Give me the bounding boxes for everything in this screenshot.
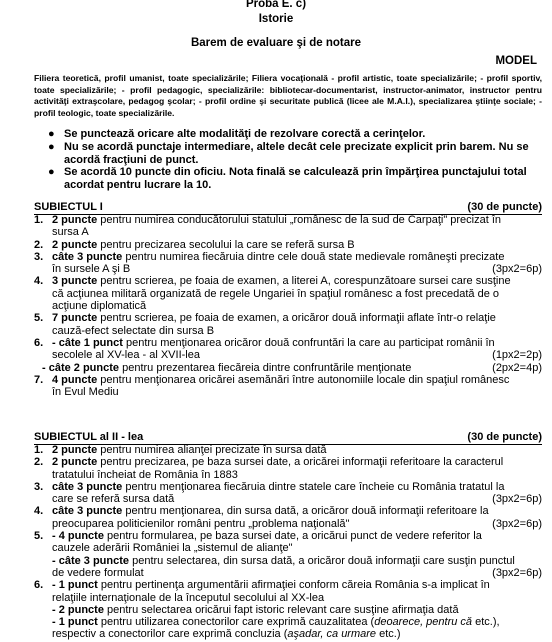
- general-notes: [48, 128, 542, 192]
- question-number: 7.: [34, 373, 44, 386]
- item-text: pentru numirea conducătorului statului „românesc de la sud de Carpaţi" precizat în: [97, 214, 502, 226]
- points-label: - câte 1 punct: [52, 336, 123, 349]
- points-label: 2 puncte: [52, 456, 98, 469]
- item-text: pentru selectarea, din sursa dată, a oricăror două informaţii care susţin punctul: [129, 554, 515, 567]
- score-formula: (1px2=2p): [492, 349, 542, 362]
- points-label: 3 puncte: [52, 275, 98, 288]
- item-text: pentru prezentarea fiecăreia dintre confruntările menţionate: [119, 361, 412, 374]
- points-label: 2 puncte: [52, 444, 98, 456]
- points-label: - 2 puncte: [52, 603, 104, 616]
- item-text: că acţiunea militară organizată de regele Ungariei în spaţiul românesc a fost precedată de o: [52, 287, 499, 300]
- item-line: [52, 263, 542, 275]
- note-item: ● Se punctează oricare alte modalităţi de rezolvare corectă a cerinţelor.: [48, 128, 426, 140]
- score-formula: (3px2=6p): [492, 566, 542, 579]
- item-text: de vedere formulat: [52, 566, 144, 579]
- score-formula: (3px2=6p): [492, 517, 542, 530]
- item-line: [52, 628, 542, 640]
- subject2-title: SUBIECTUL al II - lea: [34, 431, 144, 443]
- item-line: [52, 251, 542, 263]
- points-label: câte 3 puncte: [52, 250, 123, 263]
- points-label: - 4 puncte: [52, 530, 104, 543]
- subject2-points: (30 de puncte): [467, 431, 542, 443]
- item-text: în Evul Mediu: [52, 386, 119, 399]
- item-text: respectiv a conectorilor care exprimă concluzia (: [52, 628, 288, 641]
- question-number: 3.: [34, 480, 44, 493]
- points-label: - câte 3 puncte: [52, 554, 130, 567]
- item-line: [52, 493, 542, 505]
- filiera-text: Filiera teoretică, profil umanist, toate specializările; Filiera vocaţională - profil artistic, toate specializările; - profil sportiv, toate specializările; - profil pedagogic, specializările: bibliotecar-documentarist, instructor-animator, instructor pentru activităţi extraşcolare, pedagog şcolar; - profil ordine şi securitate publică (licee ale M.A.I.), specializarea ştiinţe sociale; - profil teologic, toate specializările.: [34, 73, 542, 118]
- note-item: ● Nu se acordă punctaje intermediare, altele decât cele precizate explicit prin barem. Nu se acordă fracţiuni de punct.: [48, 140, 529, 166]
- question-number: 1.: [34, 214, 44, 226]
- subject1-title: SUBIECTUL I: [34, 201, 103, 213]
- item-text: relaţiile internaţionale de la începutul secolului al XX-lea: [52, 591, 325, 604]
- item-line: [52, 555, 542, 567]
- subject2-items: [34, 444, 542, 641]
- item-text: secolele al XV-lea - al XVII-lea: [52, 349, 200, 362]
- item-line: [52, 325, 542, 337]
- item-text: pentru scrierea, pe foaia de examen, a literei A, corespunzătoare sursei care susţine: [97, 275, 511, 288]
- item-text: pentru selectarea oricărui fapt istoric relevant care susţine afirmaţia dată: [103, 603, 459, 616]
- item-line: [52, 386, 542, 398]
- question-item: [34, 481, 542, 506]
- question-item: [34, 374, 542, 399]
- item-text: pentru menţionarea fiecăruia dintre statele care încheie cu România tratatul la: [122, 480, 505, 493]
- question-item: [34, 505, 542, 530]
- question-number: 1.: [34, 444, 44, 456]
- item-text: pentru menţionarea, din sursa dată, a oricăror două informaţii referitoare la: [122, 505, 489, 518]
- note-item: ● Se acordă 10 puncte din oficiu. Nota finală se calculează prin împărţirea punctajului total acordat pentru lucrare la 10.: [48, 166, 527, 192]
- question-number: 2.: [34, 238, 44, 251]
- bullet-icon: ●: [48, 166, 55, 179]
- question-number: 5.: [34, 530, 44, 543]
- item-line: [52, 444, 542, 456]
- item-text: etc.),: [472, 616, 500, 629]
- item-line: [52, 604, 542, 616]
- question-number: 6.: [34, 579, 44, 592]
- points-label: - 1 punct: [52, 579, 98, 592]
- item-line: [52, 592, 542, 604]
- example-text: deoarece, pentru că: [374, 616, 473, 629]
- question-item: [34, 239, 542, 251]
- item-text: pentru menţionarea oricărei asemănări între autonomiile locale din spaţiul românesc: [97, 373, 510, 386]
- points-label: - 1 punct: [52, 616, 98, 629]
- points-label: 4 puncte: [52, 373, 98, 386]
- item-line: [52, 239, 542, 251]
- item-text: cauzele aderării României la „sistemul de alianţe": [52, 542, 293, 555]
- points-label: câte 3 puncte: [52, 480, 123, 493]
- item-line: [52, 349, 542, 361]
- item-line: [52, 469, 542, 481]
- example-text: aşadar, ca urmare: [287, 628, 377, 641]
- item-text: în sursele A şi B: [52, 263, 131, 276]
- score-formula: (2px2=4p): [492, 361, 542, 374]
- points-label: 2 puncte: [52, 238, 98, 251]
- item-line: [52, 518, 542, 530]
- item-line: [52, 312, 542, 324]
- item-text: pentru utilizarea conectorilor care exprimă cauzalitatea (: [97, 616, 375, 629]
- question-number: 2.: [34, 456, 44, 469]
- score-formula: (3px2=6p): [492, 263, 542, 276]
- points-label: câte 3 puncte: [52, 505, 123, 518]
- question-number: 4.: [34, 505, 44, 518]
- item-text: care se referă sursa dată: [52, 493, 175, 506]
- item-line: [52, 481, 542, 493]
- bullet-icon: ●: [48, 128, 55, 140]
- item-line: [52, 226, 542, 238]
- item-line: [52, 337, 542, 349]
- bullet-icon: ●: [48, 140, 55, 153]
- item-text: pentru precizarea secolului la care se referă sursa B: [97, 238, 355, 251]
- item-text: pentru precizarea, pe baza sursei date, a oricărei informaţii referitoare la caracterul: [97, 456, 504, 469]
- item-line: [52, 567, 542, 579]
- question-item: [34, 275, 542, 312]
- subject1-points: (30 de puncte): [467, 201, 542, 213]
- item-line: [52, 579, 542, 591]
- item-line: [52, 214, 542, 226]
- item-text: sursa A: [52, 226, 89, 239]
- item-line: [52, 530, 542, 542]
- question-item: [34, 579, 542, 640]
- question-item: [34, 214, 542, 239]
- item-text: preocuparea politicienilor români pentru „problema naţională": [52, 517, 350, 530]
- item-text: tratatului încheiat de România în 1883: [52, 468, 238, 481]
- item-text: pentru scrierea, pe foaia de examen, a oricăror două informaţii aflate într-o relaţie: [97, 312, 496, 325]
- subject1-items: [34, 214, 542, 398]
- question-number: 3.: [34, 250, 44, 263]
- question-number: 5.: [34, 312, 44, 325]
- document-title: Barem de evaluare şi de notare: [190, 37, 362, 49]
- model-label: MODEL: [495, 55, 537, 67]
- question-item: [34, 530, 542, 579]
- points-label: 2 puncte: [52, 214, 98, 226]
- item-line: [52, 505, 542, 517]
- item-text: acţiune diplomatică: [52, 300, 147, 313]
- question-item: [34, 456, 542, 481]
- question-number: 4.: [34, 275, 44, 288]
- subject1-header: [34, 201, 542, 215]
- item-line: [52, 288, 542, 300]
- points-label: - câte 2 puncte: [42, 361, 120, 374]
- question-item: [34, 337, 542, 374]
- item-line: [52, 374, 542, 386]
- item-text: pentru numirea fiecăruia dintre cele două state medievale româneşti precizate: [122, 250, 505, 263]
- item-line: [52, 616, 542, 628]
- item-text: cauză-efect selectate din sursa B: [52, 324, 215, 337]
- points-label: 7 puncte: [52, 312, 98, 325]
- item-line: [42, 362, 542, 374]
- subject-title: Istorie: [258, 13, 294, 25]
- item-line: [52, 542, 542, 554]
- question-item: [34, 251, 542, 276]
- score-formula: (3px2=6p): [492, 493, 542, 506]
- item-text: pentru pertinenţa argumentării afirmaţiei conform căreia România s-a implicat în: [97, 579, 490, 592]
- question-number: 6.: [34, 336, 44, 349]
- item-text: pentru formularea, pe baza sursei date, a oricărui punct de vedere referitor la: [103, 530, 482, 543]
- item-text: pentru menţionarea oricăror două confruntări la care au participat românii în: [122, 336, 495, 349]
- item-text: etc.): [376, 628, 401, 641]
- subject2-header: [34, 431, 542, 445]
- exam-title: Proba E. c): [245, 0, 307, 10]
- item-text: pentru numirea alianţei precizate în sursa dată: [97, 444, 327, 456]
- item-line: [52, 275, 542, 287]
- question-item: [34, 312, 542, 337]
- item-line: [52, 456, 542, 468]
- item-line: [52, 300, 542, 312]
- question-item: [34, 444, 542, 456]
